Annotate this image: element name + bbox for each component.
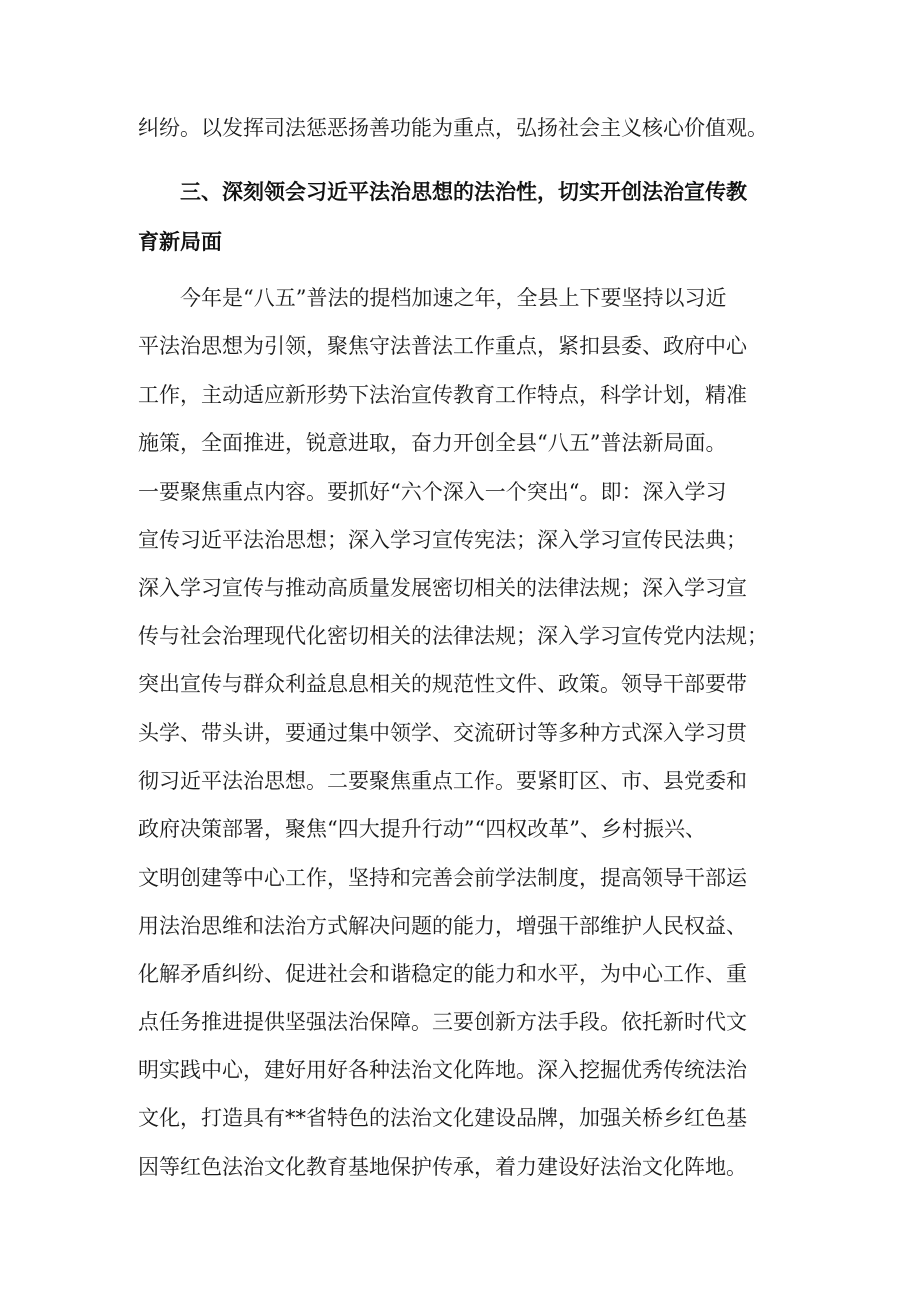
text-line-8: 深入学习宣传与推动高质量发展密切相关的法律法规；深入学习宣	[138, 576, 747, 600]
text-line-13: 政府决策部署，聚焦“四大提升行动”“四权改革”、乡村振兴、	[138, 817, 706, 841]
section-heading-line-1: 三、深刻领会习近平法治思想的法治性，切实开创法治宣传教	[180, 180, 747, 204]
text-line-9: 传与社会治理现代化密切相关的法律法规；深入学习宣传党内法规；	[138, 624, 768, 648]
text-line-15: 用法治思维和法治方式解决问题的能力，增强干部维护人民权益、	[138, 914, 747, 938]
text-line-10: 突出宣传与群众利益息息相关的规范性文件、政策。领导干部要带	[138, 672, 747, 696]
text-line-17: 点任务推进提供坚强法治保障。三要创新方法手段。依托新时代文	[138, 1010, 747, 1034]
section-heading-line-2: 育新局面	[138, 230, 222, 254]
text-line-14: 文明创建等中心工作，坚持和完善会前学法制度，提高领导干部运	[138, 866, 747, 890]
text-line-20: 因等红色法治文化教育基地保护传承，着力建设好法治文化阵地。	[138, 1155, 747, 1179]
text-line-2: 今年是“八五”普法的提档加速之年，全县上下要坚持以习近	[180, 286, 727, 310]
text-line-19: 文化，打造具有**省特色的法治文化建设品牌，加强关桥乡红色基	[138, 1106, 747, 1130]
text-line-4: 工作，主动适应新形势下法治宣传教育工作特点，科学计划，精准	[138, 383, 747, 407]
text-line-7: 宣传习近平法治思想；深入学习宣传宪法；深入学习宣传民法典；	[138, 528, 747, 552]
text-line-5: 施策，全面推进，锐意进取，奋力开创全县“八五”普法新局面。	[138, 431, 727, 455]
text-line-1: 纠纷。以发挥司法惩恶扬善功能为重点，弘扬社会主义核心价值观。	[138, 116, 768, 140]
text-line-16: 化解矛盾纠纷、促进社会和谐稳定的能力和水平，为中心工作、重	[138, 962, 747, 986]
text-line-18: 明实践中心，建好用好各种法治文化阵地。深入挖掘优秀传统法治	[138, 1058, 747, 1082]
text-line-3: 平法治思想为引领，聚焦守法普法工作重点，紧扣县委、政府中心	[138, 334, 747, 358]
text-line-12: 彻习近平法治思想。二要聚焦重点工作。要紧盯区、市、县党委和	[138, 769, 747, 793]
text-line-11: 头学、带头讲，要通过集中领学、交流研讨等多种方式深入学习贯	[138, 721, 747, 745]
text-line-6: 一要聚焦重点内容。要抓好“六个深入一个突出“。即：深入学习	[138, 480, 727, 504]
